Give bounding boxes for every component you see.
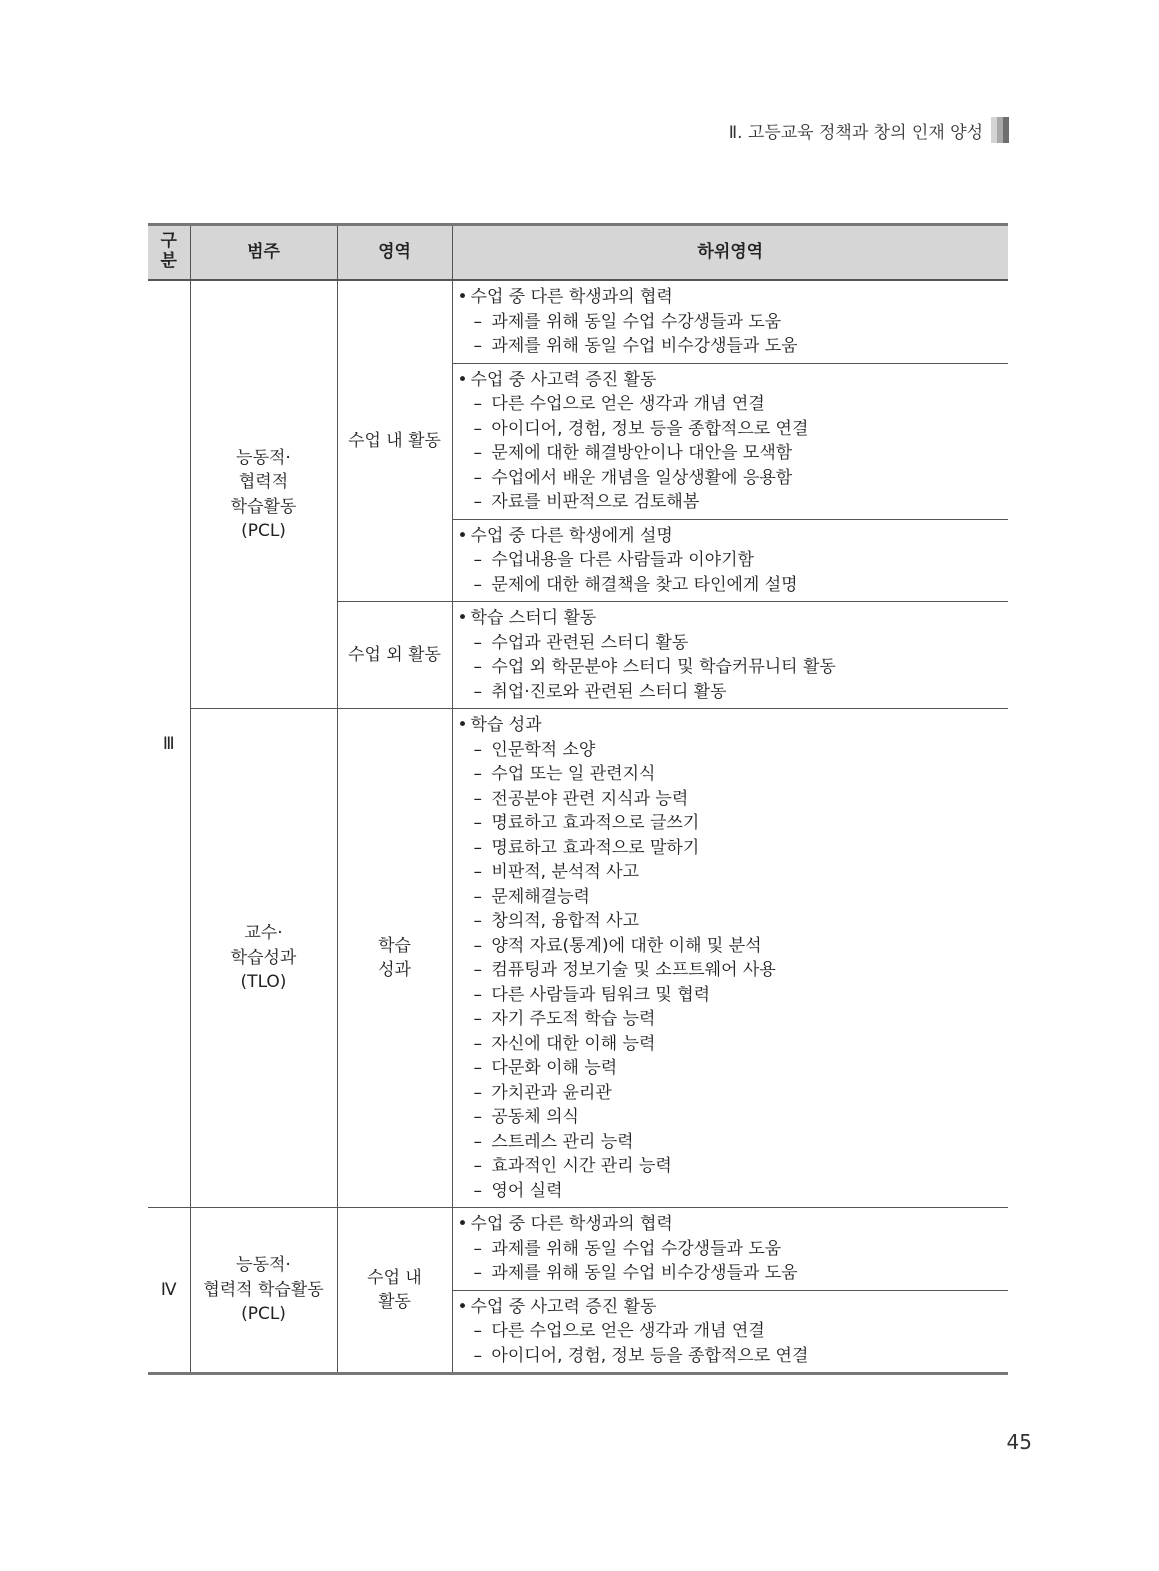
header-category: 범주 [190,225,337,281]
list-item: – 과제를 위해 동일 수업 비수강생들과 도움 [458,1261,1005,1286]
list-item: – 다른 사람들과 팀워크 및 협력 [458,983,1005,1008]
list-item: – 명료하고 효과적으로 말하기 [458,836,1005,861]
header-domain: 영역 [337,225,452,281]
list-item: – 스트레스 관리 능력 [458,1130,1005,1155]
list-item: – 다문화 이해 능력 [458,1056,1005,1081]
subdomain-bullet: • 수업 중 다른 학생과의 협력 [458,1212,1005,1237]
list-item: – 문제에 대한 해결방안이나 대안을 모색함 [458,441,1005,466]
table-row [148,709,1008,1208]
gubun-cell-iii: Ⅲ [148,280,190,1208]
header-subdomain: 하위영역 [452,225,1008,281]
list-item: – 수업 외 학문분야 스터디 및 학습커뮤니티 활동 [458,655,1005,680]
subdomain-cell [452,1208,1008,1291]
subdomain-bullet: • 수업 중 다른 학생에게 설명 [458,524,1005,549]
list-item: – 과제를 위해 동일 수업 비수강생들과 도움 [458,334,1005,359]
category-cell-pcl-iv: 능동적· 협력적 학습활동 (PCL) [190,1208,337,1374]
list-item: – 과제를 위해 동일 수업 수강생들과 도움 [458,1237,1005,1262]
list-item: – 효과적인 시간 관리 능력 [458,1154,1005,1179]
classification-table [148,223,1008,1375]
category-cell-pcl: 능동적· 협력적 학습활동 (PCL) [190,280,337,709]
subdomain-cell [452,602,1008,709]
subdomain-cell [452,363,1008,519]
domain-cell-learning-outcome: 학습 성과 [337,709,452,1208]
running-header [729,117,1009,143]
domain-cell-in-class-iv: 수업 내 활동 [337,1208,452,1374]
list-item: – 양적 자료(통계)에 대한 이해 및 분석 [458,934,1005,959]
list-item: – 수업 또는 일 관련지식 [458,762,1005,787]
list-item: – 수업과 관련된 스터디 활동 [458,631,1005,656]
list-item: – 컴퓨팅과 정보기술 및 소프트웨어 사용 [458,958,1005,983]
list-item: – 다른 수업으로 얻은 생각과 개념 연결 [458,392,1005,417]
list-item: – 가치관과 윤리관 [458,1081,1005,1106]
header-marker [991,117,1009,143]
table-header-row [148,225,1008,281]
table-row [148,280,1008,363]
subdomain-bullet: • 학습 성과 [458,713,1005,738]
page-number: 45 [1006,1430,1032,1454]
list-item: – 문제해결능력 [458,885,1005,910]
list-item: – 자기 주도적 학습 능력 [458,1007,1005,1032]
subdomain-cell [452,280,1008,363]
domain-cell-in-class: 수업 내 활동 [337,280,452,602]
list-item: – 전공분야 관련 지식과 능력 [458,787,1005,812]
subdomain-bullet: • 수업 중 사고력 증진 활동 [458,1295,1005,1320]
list-item: – 창의적, 융합적 사고 [458,909,1005,934]
list-item: – 아이디어, 경험, 정보 등을 종합적으로 연결 [458,417,1005,442]
list-item: – 명료하고 효과적으로 글쓰기 [458,811,1005,836]
list-item: – 수업에서 배운 개념을 일상생활에 응용함 [458,466,1005,491]
subdomain-cell [452,709,1008,1208]
list-item: – 자료를 비판적으로 검토해봄 [458,490,1005,515]
domain-cell-out-class: 수업 외 활동 [337,602,452,709]
gubun-cell-iv: Ⅳ [148,1208,190,1374]
category-cell-tlo: 교수· 학습성과 (TLO) [190,709,337,1208]
header-gubun: 구 분 [148,225,190,281]
table-row [148,1208,1008,1291]
list-item: – 아이디어, 경험, 정보 등을 종합적으로 연결 [458,1344,1005,1369]
list-item: – 비판적, 분석적 사고 [458,860,1005,885]
list-item: – 자신에 대한 이해 능력 [458,1032,1005,1057]
list-item: – 영어 실력 [458,1179,1005,1204]
subdomain-cell [452,1290,1008,1374]
list-item: – 과제를 위해 동일 수업 수강생들과 도움 [458,310,1005,335]
list-item: – 문제에 대한 해결책을 찾고 타인에게 설명 [458,573,1005,598]
subdomain-bullet: • 수업 중 사고력 증진 활동 [458,368,1005,393]
list-item: – 다른 수업으로 얻은 생각과 개념 연결 [458,1319,1005,1344]
list-item: – 수업내용을 다른 사람들과 이야기함 [458,548,1005,573]
list-item: – 인문학적 소양 [458,738,1005,763]
running-header-title: Ⅱ. 고등교육 정책과 창의 인재 양성 [728,122,983,143]
subdomain-cell [452,519,1008,602]
list-item: – 공동체 의식 [458,1105,1005,1130]
subdomain-bullet: • 학습 스터디 활동 [458,606,1005,631]
list-item: – 취업·진로와 관련된 스터디 활동 [458,680,1005,705]
subdomain-bullet: • 수업 중 다른 학생과의 협력 [458,285,1005,310]
